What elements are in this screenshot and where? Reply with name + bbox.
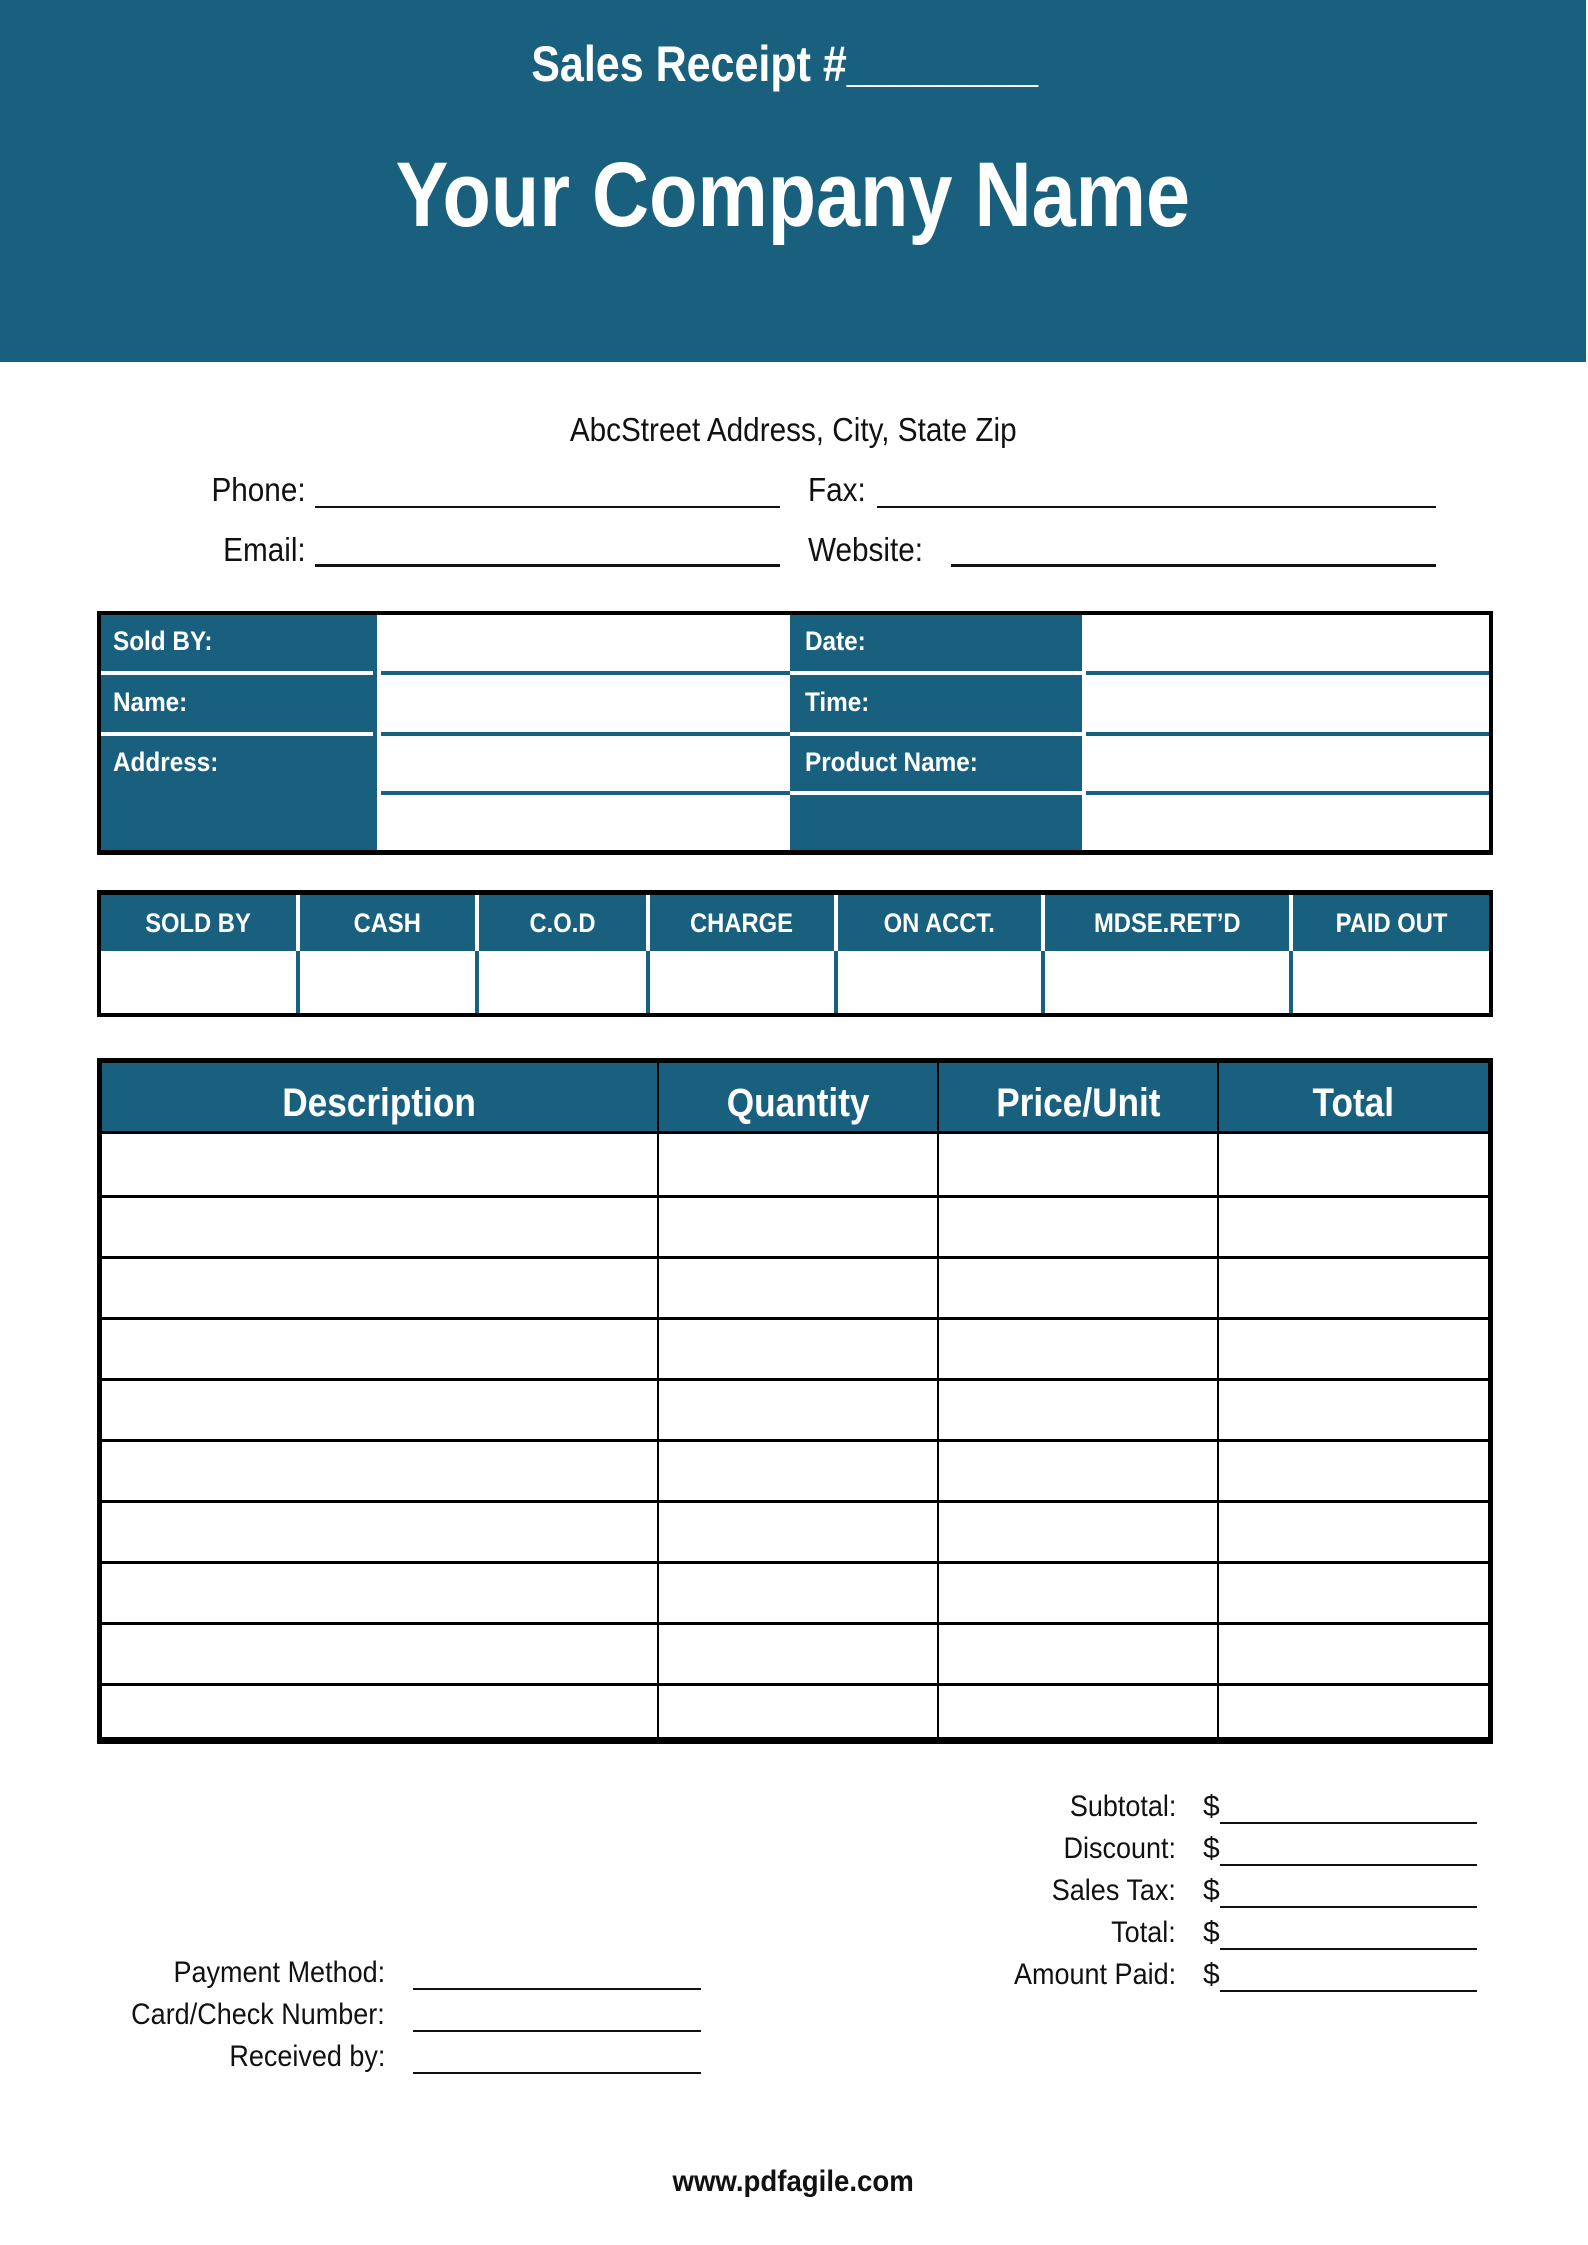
description-cell[interactable]	[102, 1503, 657, 1561]
divider	[790, 671, 1082, 675]
sold-by-label: Sold BY:	[113, 626, 213, 656]
col-header-price-unit: Price/Unit	[995, 1081, 1161, 1125]
address-field-line-1[interactable]	[381, 736, 790, 791]
amount-paid-currency: $	[1203, 1958, 1220, 1991]
payment-method-label: Payment Method:	[173, 1956, 385, 1989]
items-header-row	[102, 1063, 1488, 1134]
discount-field[interactable]	[1220, 1832, 1477, 1866]
total-cell[interactable]	[1219, 1625, 1488, 1683]
sales-tax-label: Sales Tax:	[1051, 1874, 1176, 1907]
footer-website-text: www.pdfagile.com	[672, 2165, 914, 2198]
items-body	[102, 1137, 1488, 1737]
table-row	[102, 1381, 1488, 1442]
fax-field[interactable]	[877, 468, 1436, 508]
description-cell[interactable]	[102, 1564, 657, 1622]
card-check-number-underline	[413, 2030, 701, 2032]
received-by-underline	[413, 2072, 701, 2074]
col-header-charge: CHARGE	[690, 907, 794, 938]
divider	[101, 671, 373, 675]
quantity-cell[interactable]	[659, 1137, 937, 1195]
description-cell[interactable]	[102, 1686, 657, 1747]
receipt-title-text: Sales Receipt #________	[531, 36, 1039, 92]
subtotal-field[interactable]	[1220, 1790, 1477, 1824]
total-cell[interactable]	[1219, 1320, 1488, 1378]
sold-by-input[interactable]	[101, 951, 296, 1013]
sales-tax-field[interactable]	[1220, 1874, 1477, 1908]
total-cell[interactable]	[1219, 1503, 1488, 1561]
price-unit-cell[interactable]	[939, 1381, 1217, 1439]
col-header-on-acct: ON ACCT.	[883, 907, 996, 938]
total-cell[interactable]	[1219, 1442, 1488, 1500]
product-name-field-line-2[interactable]	[1086, 795, 1489, 850]
amount-paid-label: Amount Paid:	[1013, 1958, 1176, 1991]
quantity-cell[interactable]	[659, 1503, 937, 1561]
divider	[790, 732, 1082, 736]
table-row	[102, 1442, 1488, 1503]
total-field[interactable]	[1220, 1916, 1477, 1950]
description-cell[interactable]	[102, 1625, 657, 1683]
cod-input[interactable]	[479, 951, 646, 1013]
amount-paid-underline	[1220, 1990, 1477, 1992]
quantity-cell[interactable]	[659, 1320, 937, 1378]
total-cell[interactable]	[1219, 1137, 1488, 1195]
card-check-number-field[interactable]	[413, 1998, 701, 2032]
payment-type-table	[97, 890, 1493, 1017]
subtotal-underline	[1220, 1822, 1477, 1824]
website-label: Website:	[808, 531, 924, 568]
price-unit-cell[interactable]	[939, 1259, 1217, 1317]
phone-underline	[315, 506, 780, 508]
price-unit-cell[interactable]	[939, 1686, 1217, 1747]
mdse-retd-input[interactable]	[1045, 951, 1289, 1013]
table-row	[102, 1503, 1488, 1564]
received-by-label: Received by:	[228, 2040, 385, 2073]
phone-field[interactable]	[315, 468, 780, 508]
footer-website	[0, 2164, 1586, 2200]
date-label: Date:	[805, 626, 866, 656]
table-row	[102, 1320, 1488, 1381]
description-cell[interactable]	[102, 1259, 657, 1317]
date-field[interactable]	[1086, 615, 1489, 671]
discount-currency: $	[1203, 1832, 1220, 1865]
email-underline	[315, 564, 780, 567]
table-row	[102, 1198, 1488, 1259]
company-address	[0, 410, 1586, 450]
quantity-cell[interactable]	[659, 1259, 937, 1317]
subtotal-currency: $	[1203, 1790, 1220, 1823]
quantity-cell[interactable]	[659, 1381, 937, 1439]
sales-tax-currency: $	[1203, 1874, 1220, 1907]
col-header-paid-out: PAID OUT	[1335, 907, 1447, 938]
description-cell[interactable]	[102, 1198, 657, 1256]
total-cell[interactable]	[1219, 1198, 1488, 1256]
time-field[interactable]	[1086, 675, 1489, 732]
price-unit-cell[interactable]	[939, 1564, 1217, 1622]
col-header-cash: CASH	[353, 907, 422, 938]
description-cell[interactable]	[102, 1381, 657, 1439]
email-label: Email:	[223, 531, 306, 568]
address-field-line-2[interactable]	[381, 795, 790, 850]
price-unit-cell[interactable]	[939, 1198, 1217, 1256]
total-underline	[1220, 1948, 1477, 1950]
email-field[interactable]	[315, 527, 780, 567]
table-row	[102, 1625, 1488, 1686]
cash-input[interactable]	[300, 951, 475, 1013]
website-underline	[951, 564, 1436, 567]
total-currency: $	[1203, 1916, 1220, 1949]
name-field[interactable]	[381, 675, 790, 732]
table-row	[102, 1137, 1488, 1198]
received-by-field[interactable]	[413, 2040, 701, 2074]
address-label: Address:	[113, 747, 219, 777]
col-header-quantity: Quantity	[726, 1081, 870, 1125]
on-acct-input[interactable]	[838, 951, 1041, 1013]
divider	[790, 791, 1082, 795]
discount-label: Discount:	[1063, 1832, 1176, 1865]
price-unit-cell[interactable]	[939, 1442, 1217, 1500]
price-unit-cell[interactable]	[939, 1503, 1217, 1561]
quantity-cell[interactable]	[659, 1686, 937, 1747]
price-unit-cell[interactable]	[939, 1625, 1217, 1683]
items-table	[97, 1058, 1493, 1744]
divider	[101, 732, 373, 736]
price-unit-cell[interactable]	[939, 1320, 1217, 1378]
phone-label: Phone:	[211, 471, 306, 508]
payment-method-field[interactable]	[413, 1956, 701, 1990]
company-name-text: Your Company Name	[395, 144, 1191, 246]
discount-underline	[1220, 1864, 1477, 1866]
total-label: Total:	[1111, 1916, 1176, 1949]
description-cell[interactable]	[102, 1320, 657, 1378]
product-name-field[interactable]	[1086, 736, 1489, 791]
company-name	[0, 140, 1586, 250]
total-cell[interactable]	[1219, 1259, 1488, 1317]
quantity-cell[interactable]	[659, 1564, 937, 1622]
table-row	[102, 1686, 1488, 1747]
table-row	[102, 1259, 1488, 1320]
quantity-cell[interactable]	[659, 1198, 937, 1256]
product-name-label: Product Name:	[805, 747, 978, 777]
col-header-cod: C.O.D	[529, 907, 596, 938]
payment-method-underline	[413, 1988, 701, 1990]
sales-tax-underline	[1220, 1906, 1477, 1908]
col-header-mdse-retd: MDSE.RET’D	[1093, 907, 1241, 938]
quantity-cell[interactable]	[659, 1625, 937, 1683]
sold-by-field[interactable]	[381, 615, 790, 671]
charge-input[interactable]	[650, 951, 834, 1013]
time-label: Time:	[805, 687, 870, 717]
total-cell[interactable]	[1219, 1686, 1488, 1747]
amount-paid-field[interactable]	[1220, 1958, 1477, 1992]
customer-info-box	[97, 611, 1493, 855]
address-text: AbcStreet Address, City, State Zip	[569, 411, 1017, 448]
description-cell[interactable]	[102, 1442, 657, 1500]
fax-underline	[877, 506, 1436, 508]
subtotal-label: Subtotal:	[1069, 1790, 1176, 1823]
receipt-number-title	[0, 34, 1586, 94]
card-check-number-label: Card/Check Number:	[131, 1998, 385, 2031]
paid-out-input[interactable]	[1293, 951, 1489, 1013]
total-cell[interactable]	[1219, 1564, 1488, 1622]
col-header-total: Total	[1312, 1081, 1395, 1125]
quantity-cell[interactable]	[659, 1442, 937, 1500]
description-cell[interactable]	[102, 1137, 657, 1195]
fax-label: Fax:	[808, 471, 866, 508]
table-row	[102, 1564, 1488, 1625]
col-header-sold-by: SOLD BY	[145, 907, 252, 938]
total-cell[interactable]	[1219, 1381, 1488, 1439]
col-header-description: Description	[282, 1081, 477, 1125]
name-label: Name:	[113, 687, 188, 717]
price-unit-cell[interactable]	[939, 1137, 1217, 1195]
website-field[interactable]	[951, 527, 1436, 567]
